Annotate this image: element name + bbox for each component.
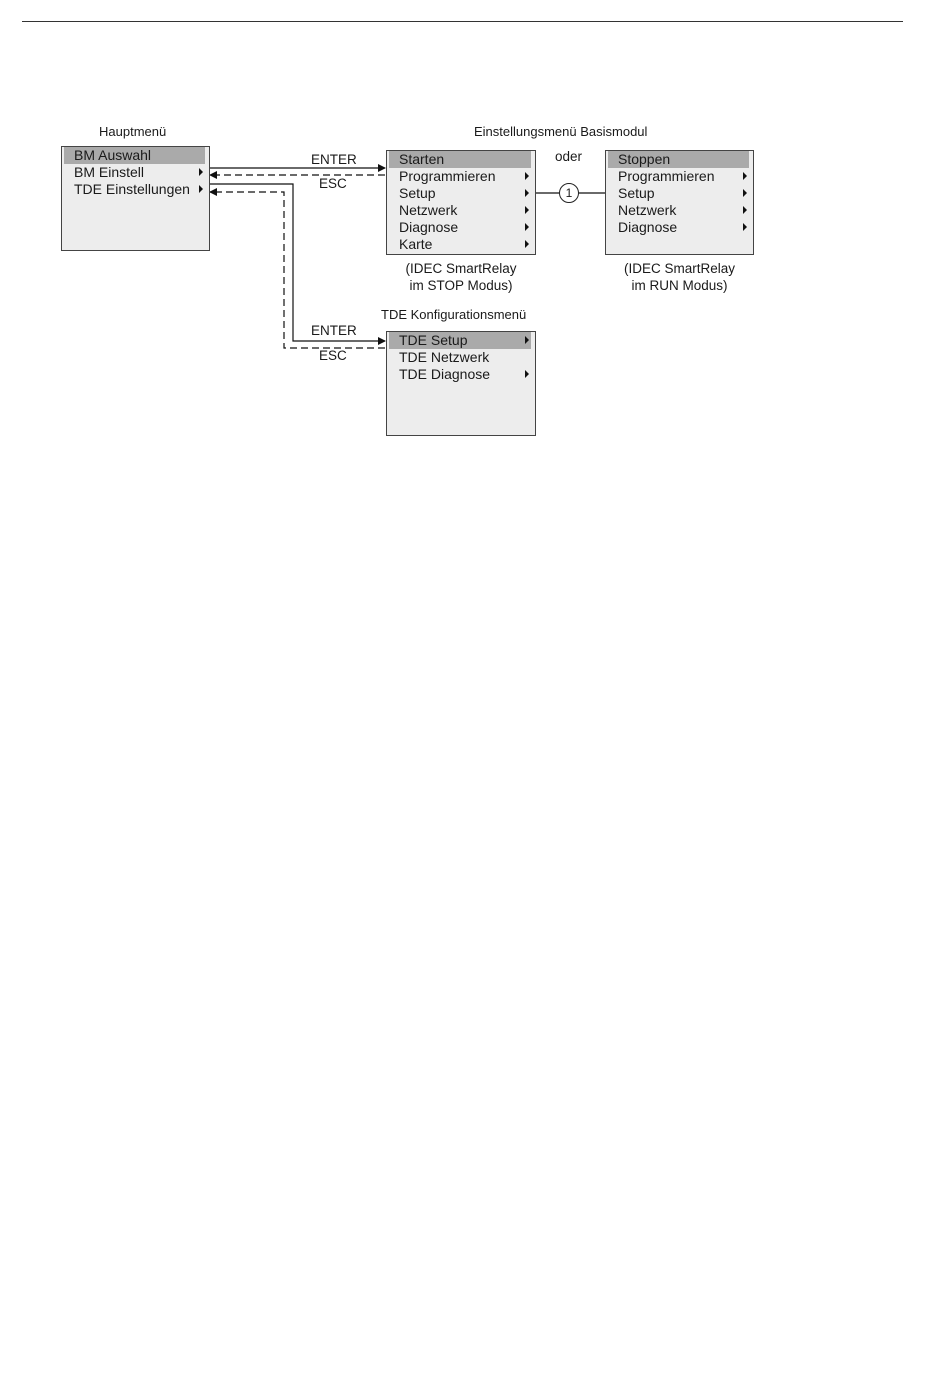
enter-label-top: ENTER bbox=[311, 152, 357, 167]
or-label: oder bbox=[555, 149, 583, 164]
menu-item-programmieren[interactable]: Programmieren bbox=[389, 168, 531, 185]
tde-menu-box bbox=[386, 331, 536, 436]
enter-edge-bottom bbox=[210, 184, 385, 341]
connector-marker: 1 bbox=[559, 183, 579, 203]
menu-item-programmieren[interactable]: Programmieren bbox=[608, 168, 749, 185]
submenu-arrow-icon bbox=[525, 370, 529, 378]
menu-item-starten[interactable]: Starten bbox=[389, 151, 531, 168]
submenu-arrow-icon bbox=[525, 223, 529, 231]
main-menu-box bbox=[61, 146, 210, 251]
run-menu-box bbox=[605, 150, 754, 255]
submenu-arrow-icon bbox=[199, 168, 203, 176]
tde-menu-title: TDE Konfigurationsmenü bbox=[381, 307, 527, 322]
run-menu-caption: (IDEC SmartRelay im RUN Modus) bbox=[623, 261, 736, 293]
submenu-arrow-icon bbox=[743, 223, 747, 231]
menu-item-netzwerk[interactable]: Netzwerk bbox=[389, 202, 531, 219]
menu-item-stoppen[interactable]: Stoppen bbox=[608, 151, 749, 168]
enter-label-bottom: ENTER bbox=[311, 323, 357, 338]
submenu-arrow-icon bbox=[743, 206, 747, 214]
submenu-arrow-icon bbox=[525, 172, 529, 180]
esc-label-top: ESC bbox=[319, 176, 347, 191]
stop-menu-box bbox=[386, 150, 536, 255]
menu-item-tde-diagnose[interactable]: TDE Diagnose bbox=[389, 366, 531, 383]
submenu-arrow-icon bbox=[525, 189, 529, 197]
menu-item-tde-einstellungen[interactable]: TDE Einstellungen bbox=[64, 181, 205, 198]
menu-item-karte[interactable]: Karte bbox=[389, 236, 531, 253]
menu-item-tde-setup[interactable]: TDE Setup bbox=[389, 332, 531, 349]
submenu-arrow-icon bbox=[525, 240, 529, 248]
esc-label-bottom: ESC bbox=[319, 348, 347, 363]
esc-edge-bottom bbox=[210, 192, 385, 348]
main-menu-title: Hauptmenü bbox=[99, 124, 167, 139]
menu-item-diagnose[interactable]: Diagnose bbox=[608, 219, 749, 236]
stop-menu-caption: (IDEC SmartRelay im STOP Modus) bbox=[405, 261, 517, 293]
menu-item-diagnose[interactable]: Diagnose bbox=[389, 219, 531, 236]
menu-item-setup[interactable]: Setup bbox=[608, 185, 749, 202]
menu-item-bm-einstell[interactable]: BM Einstell bbox=[64, 164, 205, 181]
menu-item-bm-auswahl[interactable]: BM Auswahl bbox=[64, 147, 205, 164]
submenu-arrow-icon bbox=[199, 185, 203, 193]
submenu-arrow-icon bbox=[743, 172, 747, 180]
settings-menu-title: Einstellungsmenü Basismodul bbox=[474, 124, 648, 139]
menu-item-tde-netzwerk[interactable]: TDE Netzwerk bbox=[399, 349, 490, 365]
submenu-arrow-icon bbox=[743, 189, 747, 197]
submenu-arrow-icon bbox=[525, 336, 529, 344]
submenu-arrow-icon bbox=[525, 206, 529, 214]
menu-item-netzwerk[interactable]: Netzwerk bbox=[608, 202, 749, 219]
menu-item-setup[interactable]: Setup bbox=[389, 185, 531, 202]
